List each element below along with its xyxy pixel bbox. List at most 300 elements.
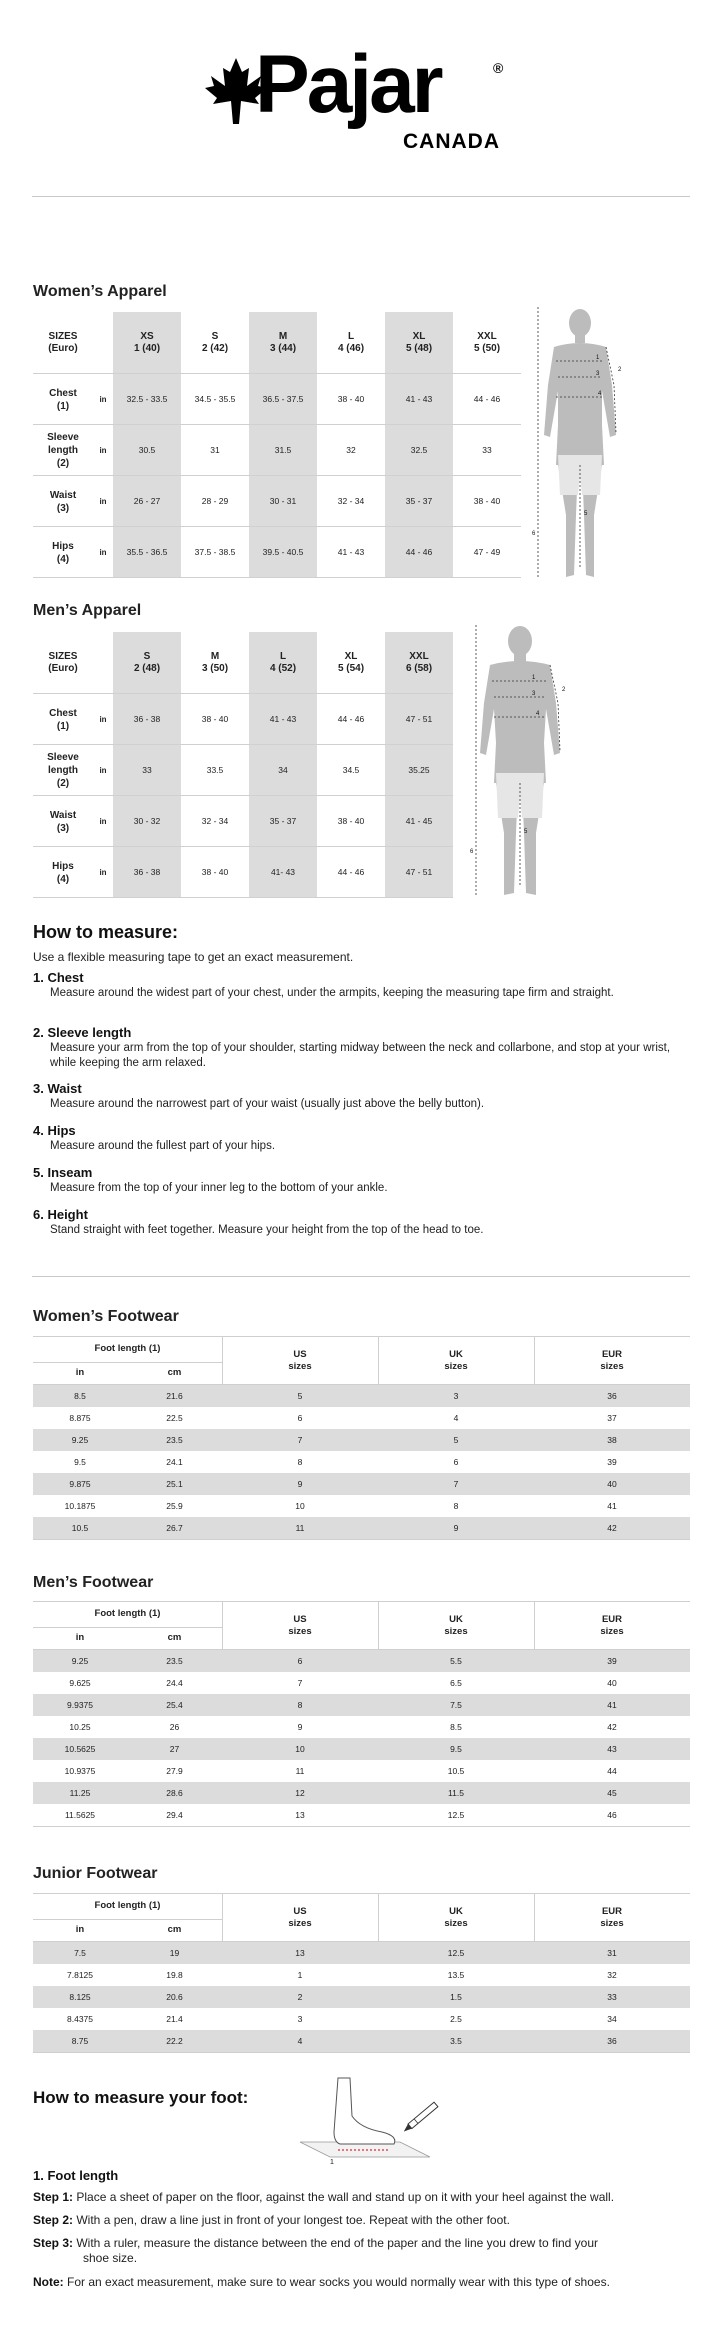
table-cell: 9.5 <box>74 1456 86 1467</box>
sizes-header-line: SIZES <box>48 330 78 342</box>
in-header: in <box>75 1367 85 1379</box>
table-cell: 7 <box>297 1434 303 1445</box>
measure-item-text: Measure around the widest part of your chest, under the armpits, keeping the measuring tape firm and straight. <box>50 987 614 999</box>
measurement-label-line: Chest <box>49 387 77 399</box>
measurement-label <box>33 796 93 847</box>
table-cell: 1 <box>297 1969 303 1980</box>
table-cell: 32.5 <box>410 445 428 456</box>
measurement-label-line: Sleeve length <box>47 752 79 776</box>
table-cell: 2.5 <box>450 2013 462 2024</box>
table-cell: 45 <box>607 1787 617 1798</box>
us-header-line: sizes <box>288 1625 312 1637</box>
table-cell: 7 <box>297 1677 303 1688</box>
womens-footwear-table <box>33 1336 690 1539</box>
mens-body-figure <box>470 623 580 903</box>
step-label: Step 2: <box>33 2213 74 2227</box>
us-header-line: US <box>293 1614 307 1626</box>
table-cell: 10.25 <box>69 1721 91 1732</box>
table-cell: 41 - 43 <box>405 394 433 405</box>
table-cell: 47 - 51 <box>405 714 433 725</box>
measure-item-title: 3. Waist <box>33 1081 82 1096</box>
measurement-label-line: Hips <box>52 860 74 872</box>
size-letter: XL <box>412 330 426 342</box>
table-cell: 36 <box>607 2035 617 2046</box>
table-cell: 19 <box>169 1947 180 1958</box>
sizes-header <box>33 632 93 694</box>
figure-label: 2 <box>618 367 622 373</box>
size-header <box>181 312 249 374</box>
table-cell: 34.5 - 35.5 <box>194 394 236 405</box>
size-letter: XS <box>140 330 154 342</box>
uk-size-header <box>378 1601 534 1650</box>
table-cell: 8.5 <box>74 1390 86 1401</box>
table-cell: 47 - 51 <box>405 867 433 878</box>
brand-wordmark: Pajar <box>255 39 441 130</box>
eur-header-line: sizes <box>600 1917 624 1929</box>
table-cell: 28 - 29 <box>201 496 229 507</box>
table-cell: 37 <box>607 1412 617 1423</box>
note-label: Note: <box>33 2275 64 2289</box>
measurement-label-line: (1) <box>56 400 70 412</box>
uk-header-line: sizes <box>444 1360 468 1372</box>
size-header <box>113 312 181 374</box>
size-euro: 3 (50) <box>201 663 229 674</box>
table-cell: 41 - 43 <box>337 547 365 558</box>
size-euro: 2 (48) <box>133 663 161 674</box>
pajar-logo <box>205 39 525 157</box>
table-cell: 22.5 <box>166 1412 183 1423</box>
row-divider <box>33 1826 690 1827</box>
size-header <box>249 312 317 374</box>
size-letter: M <box>278 330 288 342</box>
unit-label: in <box>99 496 107 506</box>
size-header <box>385 312 453 374</box>
table-cell: 35 - 37 <box>405 496 433 507</box>
table-cell: 39.5 - 40.5 <box>262 547 304 558</box>
measure-item-hips <box>33 1123 683 1154</box>
row-divider <box>33 2052 690 2053</box>
uk-size-header <box>378 1893 534 1942</box>
table-cell: 44 - 46 <box>405 547 433 558</box>
table-cell: 22.2 <box>166 2035 183 2046</box>
table-cell: 21.4 <box>166 2013 183 2024</box>
figure-label: 6 <box>532 531 536 537</box>
cm-header: cm <box>167 1924 182 1936</box>
step-1 <box>33 2190 693 2205</box>
step-2 <box>33 2213 693 2228</box>
measure-item-inseam <box>33 1165 683 1196</box>
table-cell: 11.25 <box>69 1787 91 1798</box>
table-cell: 8.4375 <box>67 2013 93 2024</box>
measure-item-title: 6. Height <box>33 1207 88 1222</box>
table-cell: 11.5625 <box>64 1809 96 1820</box>
table-cell: 32 <box>346 445 356 456</box>
foot-measure-title: How to measure your foot: <box>33 2088 249 2107</box>
table-cell: 47 - 49 <box>473 547 501 558</box>
step-text-continued: shoe size. <box>83 2251 138 2265</box>
womens-apparel-table <box>33 312 543 580</box>
size-euro: 5 (48) <box>405 343 433 354</box>
table-cell: 29.4 <box>166 1809 183 1820</box>
eur-size-header <box>534 1336 690 1385</box>
table-cell: 32 <box>607 1969 617 1980</box>
us-size-header <box>222 1336 378 1385</box>
figure-label: 5 <box>524 829 528 835</box>
divider <box>32 196 690 197</box>
measure-item-text: Stand straight with feet together. Measure your height from the top of the head to toe. <box>50 1224 484 1236</box>
table-cell: 26 <box>169 1721 180 1732</box>
table-cell: 7 <box>453 1478 459 1489</box>
table-cell: 8 <box>297 1699 303 1710</box>
table-cell: 10.5 <box>447 1765 465 1776</box>
size-header <box>317 312 385 374</box>
table-cell: 6.5 <box>450 1677 462 1688</box>
table-cell: 10.9375 <box>64 1765 96 1776</box>
size-letter: L <box>279 650 287 662</box>
table-cell: 5 <box>297 1390 303 1401</box>
table-cell: 11.5 <box>448 1787 464 1798</box>
measure-item-height <box>33 1207 683 1238</box>
measurement-label-line: (2) <box>56 778 70 789</box>
mens-apparel-title: Men’s Apparel <box>33 602 142 619</box>
table-cell: 10.5625 <box>64 1743 96 1754</box>
foot-length-header: Foot length (1) <box>94 1343 161 1355</box>
table-cell: 27 <box>169 1743 180 1754</box>
table-cell: 28.6 <box>166 1787 183 1798</box>
table-cell: 44 - 46 <box>337 714 365 725</box>
size-euro: 6 (58) <box>405 663 433 674</box>
table-cell: 7.5 <box>450 1699 462 1710</box>
table-cell: 7.8125 <box>67 1969 93 1980</box>
table-cell: 30.5 <box>138 445 156 456</box>
table-cell: 8 <box>453 1500 459 1511</box>
measurement-label-line: Chest <box>49 707 77 719</box>
size-letter: XXL <box>477 330 497 342</box>
table-cell: 41 - 43 <box>269 714 297 725</box>
us-size-header <box>222 1893 378 1942</box>
table-cell: 21.6 <box>166 1390 183 1401</box>
measurement-label <box>33 694 93 745</box>
table-cell: 30 - 32 <box>133 816 161 827</box>
table-cell: 24.4 <box>166 1677 183 1688</box>
table-cell: 9 <box>453 1522 459 1533</box>
table-cell: 44 - 46 <box>473 394 501 405</box>
in-header: in <box>75 1632 85 1644</box>
measurement-label-line: (4) <box>56 873 70 885</box>
divider <box>32 1276 690 1277</box>
table-cell: 6 <box>297 1412 303 1423</box>
eur-header-line: EUR <box>601 1349 623 1361</box>
measurement-label <box>33 476 93 527</box>
figure-label: 2 <box>562 687 566 693</box>
table-cell: 3 <box>453 1390 459 1401</box>
unit-label: in <box>99 816 107 826</box>
unit-label: in <box>99 867 107 877</box>
measure-item-text: Measure around the fullest part of your hips. <box>50 1140 276 1152</box>
table-cell: 10.5 <box>71 1522 89 1533</box>
size-header <box>249 632 317 694</box>
in-header: in <box>75 1924 85 1936</box>
table-cell: 23.5 <box>166 1655 183 1666</box>
table-cell: 13 <box>295 1809 305 1820</box>
table-cell: 8.5 <box>450 1721 462 1732</box>
measure-item-text: Measure your arm from the top of your shoulder, starting midway between the neck and collarbone, and stop at your wrist, while keeping the arm relaxed. <box>50 1042 671 1069</box>
eur-size-header <box>534 1601 690 1650</box>
size-letter: S <box>143 650 151 662</box>
table-cell: 38 <box>607 1434 617 1445</box>
measurement-label-line: Hips <box>52 540 74 552</box>
measurement-label <box>33 425 93 476</box>
sizes-header-line: (Euro) <box>48 343 78 354</box>
table-cell: 39 <box>607 1655 617 1666</box>
table-cell: 34.5 <box>342 765 360 776</box>
mens-footwear-title: Men’s Footwear <box>33 1574 154 1591</box>
table-cell: 12.5 <box>447 1947 465 1958</box>
figure-label: 1 <box>596 355 600 361</box>
table-cell: 4 <box>297 2035 303 2046</box>
unit-label: in <box>99 765 107 775</box>
table-cell: 19.8 <box>166 1969 183 1980</box>
foot-figure-label: 1 <box>330 2159 334 2166</box>
table-cell: 9.5 <box>450 1743 462 1754</box>
table-cell: 5 <box>453 1434 459 1445</box>
table-cell: 38 - 40 <box>337 816 365 827</box>
foot-length-title: 1. Foot length <box>33 2168 119 2183</box>
eur-header-line: EUR <box>601 1906 623 1918</box>
table-cell: 38 - 40 <box>337 394 365 405</box>
table-cell: 34 <box>607 2013 617 2024</box>
table-cell: 32 - 34 <box>201 816 229 827</box>
unit-label: in <box>99 394 107 404</box>
table-cell: 40 <box>607 1677 617 1688</box>
table-cell: 2 <box>297 1991 303 2002</box>
unit-label: in <box>99 445 107 455</box>
measurement-label-line: (1) <box>56 720 70 732</box>
table-cell: 40 <box>607 1478 617 1489</box>
table-cell: 46 <box>607 1809 617 1820</box>
table-cell: 42 <box>607 1721 617 1732</box>
table-cell: 1.5 <box>450 1991 462 2002</box>
table-cell: 36 - 38 <box>133 867 161 878</box>
womens-apparel-title: Women’s Apparel <box>33 283 167 300</box>
figure-label: 3 <box>532 691 536 697</box>
size-letter: S <box>211 330 219 342</box>
size-euro: 1 (40) <box>133 343 161 354</box>
table-cell: 36 <box>607 1390 617 1401</box>
step-3 <box>33 2236 693 2266</box>
uk-header-line: UK <box>449 1349 463 1361</box>
table-cell: 33.5 <box>206 765 224 776</box>
table-cell: 9.625 <box>69 1677 91 1688</box>
table-cell: 37.5 - 38.5 <box>194 547 236 558</box>
table-cell: 34 <box>278 765 288 776</box>
measurement-label <box>33 745 93 796</box>
table-cell: 33 <box>607 1991 617 2002</box>
table-cell: 41- 43 <box>270 867 296 878</box>
measurement-label-line: Waist <box>49 489 77 501</box>
measurement-label-line: (3) <box>56 822 70 834</box>
how-to-measure-intro: Use a flexible measuring tape to get an exact measurement. <box>33 950 354 964</box>
table-cell: 5.5 <box>450 1655 462 1666</box>
brand-country: CANADA <box>403 130 500 153</box>
table-cell: 25.4 <box>166 1699 183 1710</box>
foot-measure-illustration <box>290 2072 450 2166</box>
table-cell: 42 <box>607 1522 617 1533</box>
table-cell: 41 - 45 <box>405 816 433 827</box>
table-cell: 10 <box>295 1500 305 1511</box>
figure-label: 1 <box>532 675 536 681</box>
size-header <box>181 632 249 694</box>
us-header-line: sizes <box>288 1917 312 1929</box>
table-cell: 25.9 <box>166 1500 183 1511</box>
measure-item-title: 4. Hips <box>33 1123 76 1138</box>
measure-item-title: 2. Sleeve length <box>33 1025 132 1040</box>
table-cell: 13.5 <box>447 1969 465 1980</box>
step-text: Place a sheet of paper on the floor, against the wall and stand up on it with your heel against the wall. <box>76 2190 615 2204</box>
eur-size-header <box>534 1893 690 1942</box>
table-cell: 9.25 <box>71 1434 89 1445</box>
table-cell: 9.9375 <box>67 1699 93 1710</box>
table-cell: 30 - 31 <box>269 496 297 507</box>
table-cell: 26 - 27 <box>133 496 161 507</box>
sizes-header-line: SIZES <box>48 650 78 662</box>
size-euro: 5 (50) <box>473 343 501 354</box>
measure-item-text: Measure around the narrowest part of your waist (usually just above the belly button). <box>50 1098 485 1110</box>
mens-apparel-table <box>33 632 468 900</box>
how-to-measure-title: How to measure: <box>33 922 179 942</box>
figure-label: 5 <box>584 511 588 517</box>
table-cell: 31.5 <box>274 445 292 456</box>
step-text: With a pen, draw a line just in front of your longest toe. Repeat with the other foot. <box>76 2213 510 2227</box>
table-cell: 9 <box>297 1478 303 1489</box>
size-euro: 2 (42) <box>201 343 229 354</box>
table-cell: 6 <box>297 1655 303 1666</box>
table-cell: 13 <box>295 1947 305 1958</box>
table-cell: 33 <box>142 765 152 776</box>
size-euro: 3 (44) <box>269 343 297 354</box>
mens-footwear-table <box>33 1601 690 1826</box>
table-cell: 36.5 - 37.5 <box>262 394 304 405</box>
table-cell: 25.1 <box>166 1478 183 1489</box>
measurement-label-line: Sleeve length <box>47 432 79 456</box>
measurement-label <box>33 527 93 578</box>
unit-label: in <box>99 714 107 724</box>
uk-header-line: UK <box>449 1906 463 1918</box>
table-cell: 38 - 40 <box>201 714 229 725</box>
table-cell: 10.1875 <box>64 1500 96 1511</box>
us-size-header <box>222 1601 378 1650</box>
step-text: With a ruler, measure the distance between the end of the paper and the line you drew to find your <box>76 2236 599 2250</box>
table-cell: 9.875 <box>69 1478 91 1489</box>
table-cell: 35 - 37 <box>269 816 297 827</box>
measure-item-text: Measure from the top of your inner leg to the bottom of your ankle. <box>50 1182 388 1194</box>
measurement-label-line: (3) <box>56 502 70 514</box>
measure-item-title: 1. Chest <box>33 970 84 985</box>
note-text: For an exact measurement, make sure to wear socks you would normally wear with this type of shoes. <box>67 2275 610 2289</box>
measurement-label-line: (2) <box>56 458 70 469</box>
table-cell: 38 - 40 <box>473 496 501 507</box>
measurement-label <box>33 374 93 425</box>
sizes-header-line: (Euro) <box>48 663 78 674</box>
measurement-label <box>33 847 93 898</box>
table-cell: 3 <box>297 2013 303 2024</box>
table-cell: 8.125 <box>69 1991 91 2002</box>
size-letter: XL <box>344 650 358 662</box>
note <box>33 2275 693 2290</box>
womens-footwear-title: Women’s Footwear <box>33 1308 179 1325</box>
table-cell: 35.5 - 36.5 <box>126 547 168 558</box>
table-cell: 36 - 38 <box>133 714 161 725</box>
step-label: Step 3: <box>33 2236 74 2250</box>
uk-header-line: sizes <box>444 1917 468 1929</box>
measure-item-sleeve <box>33 1025 683 1071</box>
table-cell: 4 <box>453 1412 459 1423</box>
us-header-line: US <box>293 1349 307 1361</box>
table-cell: 11 <box>295 1522 305 1533</box>
measure-item-waist <box>33 1081 683 1112</box>
table-cell: 23.5 <box>166 1434 183 1445</box>
uk-header-line: UK <box>449 1614 463 1626</box>
table-cell: 39 <box>607 1456 617 1467</box>
size-header <box>317 632 385 694</box>
row-divider <box>33 1539 690 1540</box>
table-cell: 12.5 <box>447 1809 465 1820</box>
table-cell: 33 <box>482 445 492 456</box>
eur-header-line: sizes <box>600 1625 624 1637</box>
registered-mark: ® <box>493 60 504 76</box>
table-cell: 31 <box>210 445 220 456</box>
foot-length-header: Foot length (1) <box>94 1900 161 1912</box>
table-cell: 8 <box>297 1456 303 1467</box>
unit-label: in <box>99 547 107 557</box>
table-cell: 9.25 <box>71 1655 89 1666</box>
table-cell: 8.75 <box>71 2035 89 2046</box>
figure-label: 4 <box>536 711 540 717</box>
eur-header-line: sizes <box>600 1360 624 1372</box>
table-cell: 7.5 <box>74 1947 86 1958</box>
size-header <box>113 632 181 694</box>
size-header <box>385 632 453 694</box>
figure-label: 3 <box>596 371 600 377</box>
size-euro: 4 (46) <box>337 343 365 354</box>
eur-header-line: EUR <box>601 1614 623 1626</box>
cm-header: cm <box>167 1367 182 1379</box>
table-cell: 9 <box>297 1721 303 1732</box>
junior-footwear-table <box>33 1893 690 2052</box>
size-euro: 4 (52) <box>269 663 297 674</box>
step-label: Step 1: <box>33 2190 74 2204</box>
measure-item-chest <box>33 970 683 1001</box>
table-cell: 6 <box>453 1456 459 1467</box>
figure-label: 4 <box>598 391 602 397</box>
us-header-line: sizes <box>288 1360 312 1372</box>
figure-label: 6 <box>470 849 474 855</box>
table-cell: 24.1 <box>166 1456 183 1467</box>
table-cell: 31 <box>607 1947 617 1958</box>
table-cell: 27.9 <box>166 1765 183 1776</box>
womens-body-figure <box>532 305 632 585</box>
uk-size-header <box>378 1336 534 1385</box>
size-letter: XXL <box>409 650 429 662</box>
table-cell: 3.5 <box>450 2035 462 2046</box>
table-cell: 35.25 <box>408 765 430 776</box>
uk-header-line: sizes <box>444 1625 468 1637</box>
table-cell: 41 <box>607 1699 617 1710</box>
table-cell: 11 <box>295 1765 305 1776</box>
table-cell: 10 <box>295 1743 305 1754</box>
table-cell: 32 - 34 <box>337 496 365 507</box>
cm-header: cm <box>167 1632 182 1644</box>
